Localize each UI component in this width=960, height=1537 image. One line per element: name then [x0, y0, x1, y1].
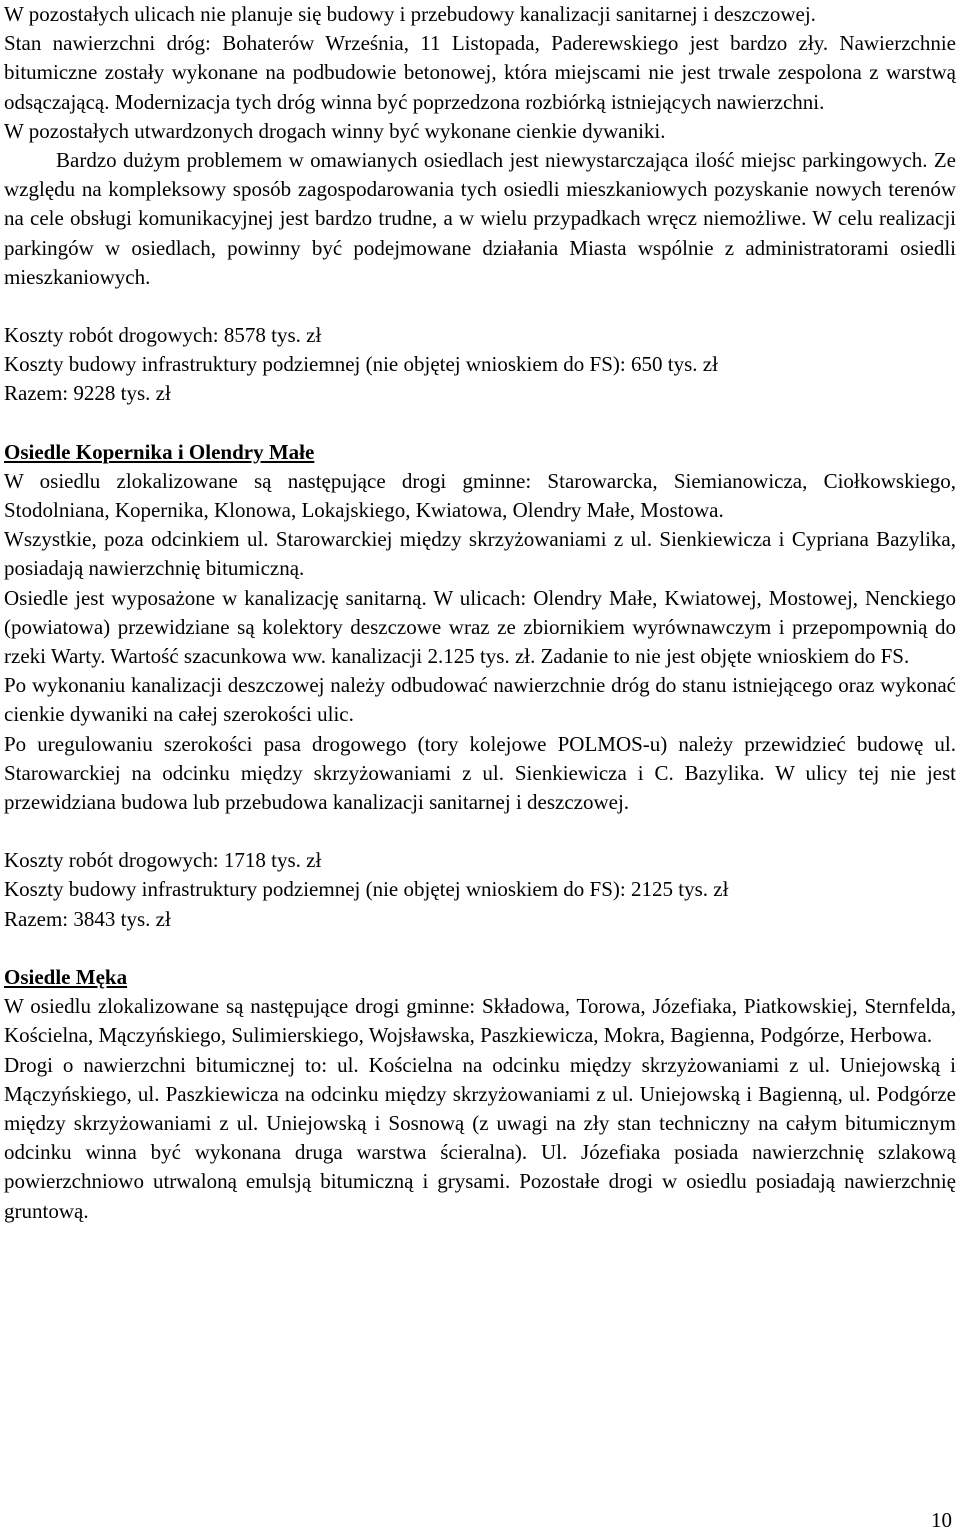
paragraph-road-surface: Stan nawierzchni dróg: Bohaterów Września, 11 Listopada, Paderewskiego jest bardzo zły. Nawierzchnie bitumiczne zostały wykonane na podbudowie betonowej, która miejscami nie jest trwale zespolona z warstwą odsączającą. Modernizacja tych dróg winna być poprzedzona rozbiórką istniejących nawierzchni. [4, 31, 956, 114]
document-page [4, 0, 956, 1226]
cost-road-works: Koszty robót drogowych: 8578 tys. zł [4, 323, 322, 348]
paragraph-kopernika-roads: W osiedlu zlokalizowane są następujące drogi gminne: Starowarcka, Siemianowicza, Ciołkowskiego, Stodolniana, Kopernika, Klonowa, Lokajskiego, Kwiatowa, Olendry Małe, Mostowa. [4, 468, 956, 523]
paragraph-kopernika-sewerage: Osiedle jest wyposażone w kanalizację sanitarną. W ulicach: Olendry Małe, Kwiatowej, Mostowej, Nenckiego (powiatowa) przewidziane są kolektory deszczowe wraz ze zbiornikiem wyrównawczym i przepompownią do rzeki Warty. Wartość szacunkowa ww. kanalizacji 2.125 tys. zł. Zadanie to nie jest objęte wnioskiem do FS. [4, 585, 956, 669]
paragraph-kopernika-rebuild: Po wykonaniu kanalizacji deszczowej należy odbudować nawierzchnie dróg do stanu istniejącego oraz wykonać cienkie dywaniki na całej szerokości ulic. [4, 673, 956, 727]
cost-total: Razem: 9228 tys. zł [4, 381, 171, 406]
cost-underground-infrastructure: Koszty budowy infrastruktury podziemnej (nie objętej wnioskiem do FS): 2125 tys. zł [4, 877, 729, 902]
section-heading-meka: Osiedle Męka [4, 964, 128, 989]
spacer [4, 292, 956, 321]
cost-underground-infrastructure: Koszty budowy infrastruktury podziemnej (nie objętej wnioskiem do FS): 650 tys. zł [4, 352, 718, 377]
spacer [4, 409, 956, 438]
cost-road-works: Koszty robót drogowych: 1718 tys. zł [4, 848, 322, 873]
page-number: 10 [931, 1508, 952, 1532]
cost-total: Razem: 3843 tys. zł [4, 906, 171, 931]
section-heading-kopernika: Osiedle Kopernika i Olendry Małe [4, 439, 315, 464]
paragraph-kopernika-surface: Wszystkie, poza odcinkiem ul. Starowarckiej między skrzyżowaniami z ul. Sienkiewicza i Cypriana Bazylika, posiadają nawierzchnię bitumiczną. [4, 527, 956, 581]
paragraph-meka-roads: W osiedlu zlokalizowane są następujące drogi gminne: Składowa, Torowa, Józefiaka, Piatkowskiej, Sternfelda, Kościelna, Mączyńskiego, Sulimierskiego, Wojsławska, Paszkiewicza, Mokra, Bagienna, Podgórze, Herbowa. [4, 994, 956, 1048]
paragraph-meka-surface: Drogi o nawierzchni bitumicznej to: ul. Kościelna na odcinku między skrzyżowaniami z ul. Uniejowską i Mączyńskiego, ul. Paszkiewicza na odcinku między skrzyżowaniami z ul. Uniejowską i Bagienną, ul. Podgórze między skrzyżowaniami z ul. Uniejowską i Sosnową (z uwagi na zły stan techniczny na całym bitumicznym odcinku winna być wykonana druga warstwa ścieralna). Ul. Józefiaka posiada nawierzchnię szlakową powierzchniowo utrwaloną emulsją bitumiczną i grysami. Pozostałe drogi w osiedlu posiadają nawierzchnię gruntową. [4, 1052, 956, 1223]
spacer [4, 934, 956, 963]
paragraph-kopernika-starowarcka: Po uregulowaniu szerokości pasa drogowego (tory kolejowe POLMOS-u) należy przewidzieć budowę ul. Starowarckiej na odcinku między skrzyżowaniami z ul. Sienkiewicza i C. Bazylika. W ulicy tej nie jest przewidziana budowa lub przebudowa kanalizacji sanitarnej i deszczowej. [4, 731, 956, 815]
paragraph-sewerage-note: W pozostałych ulicach nie planuje się budowy i przebudowy kanalizacji sanitarnej i deszczowej. [4, 2, 816, 26]
spacer [4, 817, 956, 846]
paragraph-thin-carpets: W pozostałych utwardzonych drogach winny być wykonane cienkie dywaniki. [4, 118, 666, 143]
paragraph-parking: Bardzo dużym problemem w omawianych osiedlach jest niewystarczająca ilość miejsc parkingowych. Ze względu na kompleksowy sposób zagospodarowania tych osiedli mieszkaniowych pozyskanie nowych terenów na cele obsługi komunikacyjnej jest bardzo trudne, a w wielu przypadkach wręcz niemożliwe. W celu realizacji parkingów w osiedlach, powinny być podejmowane działania Miasta wspólnie z administratorami osiedli mieszkaniowych. [4, 148, 956, 289]
